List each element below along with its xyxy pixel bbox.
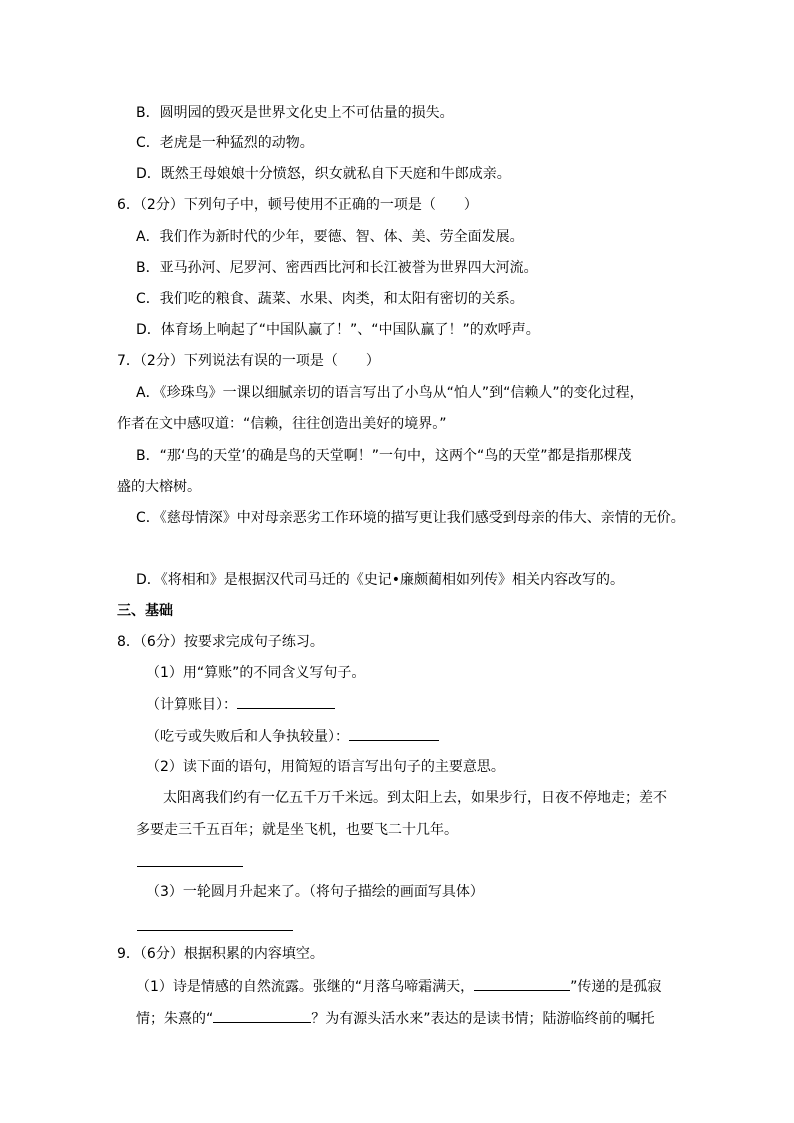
- question-7: 7．（2分）下列说法有误的一项是（ ）: [117, 353, 380, 369]
- q9-text-d: ？为有源头活水来”表达的是读书情；陆游临终前的嘱托: [311, 1011, 655, 1027]
- q6-option-d: D．体育场上响起了“中国队赢了！”、“中国队赢了！”的欢呼声。: [136, 322, 540, 338]
- q7-option-a-line1: A．《珍珠鸟》一课以细腻亲切的语言写出了小鸟从“怕人”到“信赖人”的变化过程，: [136, 385, 644, 401]
- question-8: 8．（6分）按要求完成句子练习。: [117, 634, 324, 650]
- q6-option-b: B．亚马孙河、尼罗河、密西西比河和长江被誉为世界四大河流。: [136, 260, 538, 276]
- q8-part-3: （3）一轮圆月升起来了。（将句子描绘的画面写具体）: [146, 884, 484, 900]
- q9-text-b: ”传递的是孤寂: [570, 979, 662, 995]
- q7-option-b-line2: 盛的大榕树。: [117, 479, 201, 495]
- q6-option-a: A．我们作为新时代的少年，要德、智、体、美、劳全面发展。: [136, 229, 524, 245]
- q7-option-b-line1: B．“那‘鸟的天堂’的确是鸟的天堂啊！”一句中，这两个“鸟的天堂”都是指那棵茂: [136, 448, 632, 464]
- q9-part-1-line2: [136, 1008, 655, 1029]
- q5-option-b: B．圆明园的毁灭是世界文化史上不可估量的损失。: [136, 105, 454, 121]
- q9-text-a: （1）诗是情感的自然流露。张继的“月落乌啼霜满天，: [136, 979, 475, 995]
- answer-line[interactable]: [137, 866, 243, 867]
- answer-blank[interactable]: [213, 1008, 311, 1023]
- answer-line[interactable]: [137, 930, 293, 931]
- q8-part-1-line-a: [146, 694, 335, 715]
- q7-option-d: D．《将相和》是根据汉代司马迁的《史记•廉颇蔺相如列传》相关内容改写的。: [136, 572, 625, 588]
- q8-passage-line1: 太阳离我们约有一亿五千万千米远。到太阳上去，如果步行，日夜不停地走；差不: [163, 790, 667, 806]
- q7-option-c: C．《慈母情深》中对母亲恶劣工作环境的描写更让我们感受到母亲的伟大、亲情的无价。: [136, 510, 685, 526]
- q7-option-a-line2: 作者在文中感叹道：“信赖，往往创造出美好的境界。”: [117, 416, 447, 432]
- q5-option-d: D．既然王母娘娘十分愤怒，织女就私自下天庭和牛郎成亲。: [136, 166, 511, 182]
- q8-part-1: （1）用“算账”的不同含义写句子。: [146, 665, 366, 681]
- q9-part-1-line1: [136, 976, 661, 997]
- answer-blank[interactable]: [349, 726, 439, 741]
- section-heading: 三、基础: [117, 603, 173, 619]
- answer-blank[interactable]: [237, 694, 335, 709]
- q8-part-1-label-b: （吃亏或失败后和人争执较量）：: [146, 729, 349, 745]
- q8-passage-line2: 多要走三千五百年；就是坐飞机，也要飞二十几年。: [136, 822, 458, 838]
- q6-option-c: C．我们吃的粮食、蔬菜、水果、肉类，和太阳有密切的关系。: [136, 291, 524, 307]
- q8-part-2: （2）读下面的语句，用简短的语言写出句子的主要意思。: [146, 759, 505, 775]
- q8-part-1-line-b: [146, 726, 439, 747]
- question-6: 6．（2分）下列句子中，顿号使用不正确的一项是（ ）: [117, 197, 478, 213]
- q9-text-c: 情；朱熹的“: [136, 1011, 214, 1027]
- answer-blank[interactable]: [474, 976, 570, 991]
- q5-option-c: C．老虎是一种猛烈的动物。: [136, 135, 314, 151]
- q8-part-1-label-a: （计算账目）：: [146, 697, 237, 713]
- question-9: 9．（6分）根据积累的内容填空。: [117, 946, 324, 962]
